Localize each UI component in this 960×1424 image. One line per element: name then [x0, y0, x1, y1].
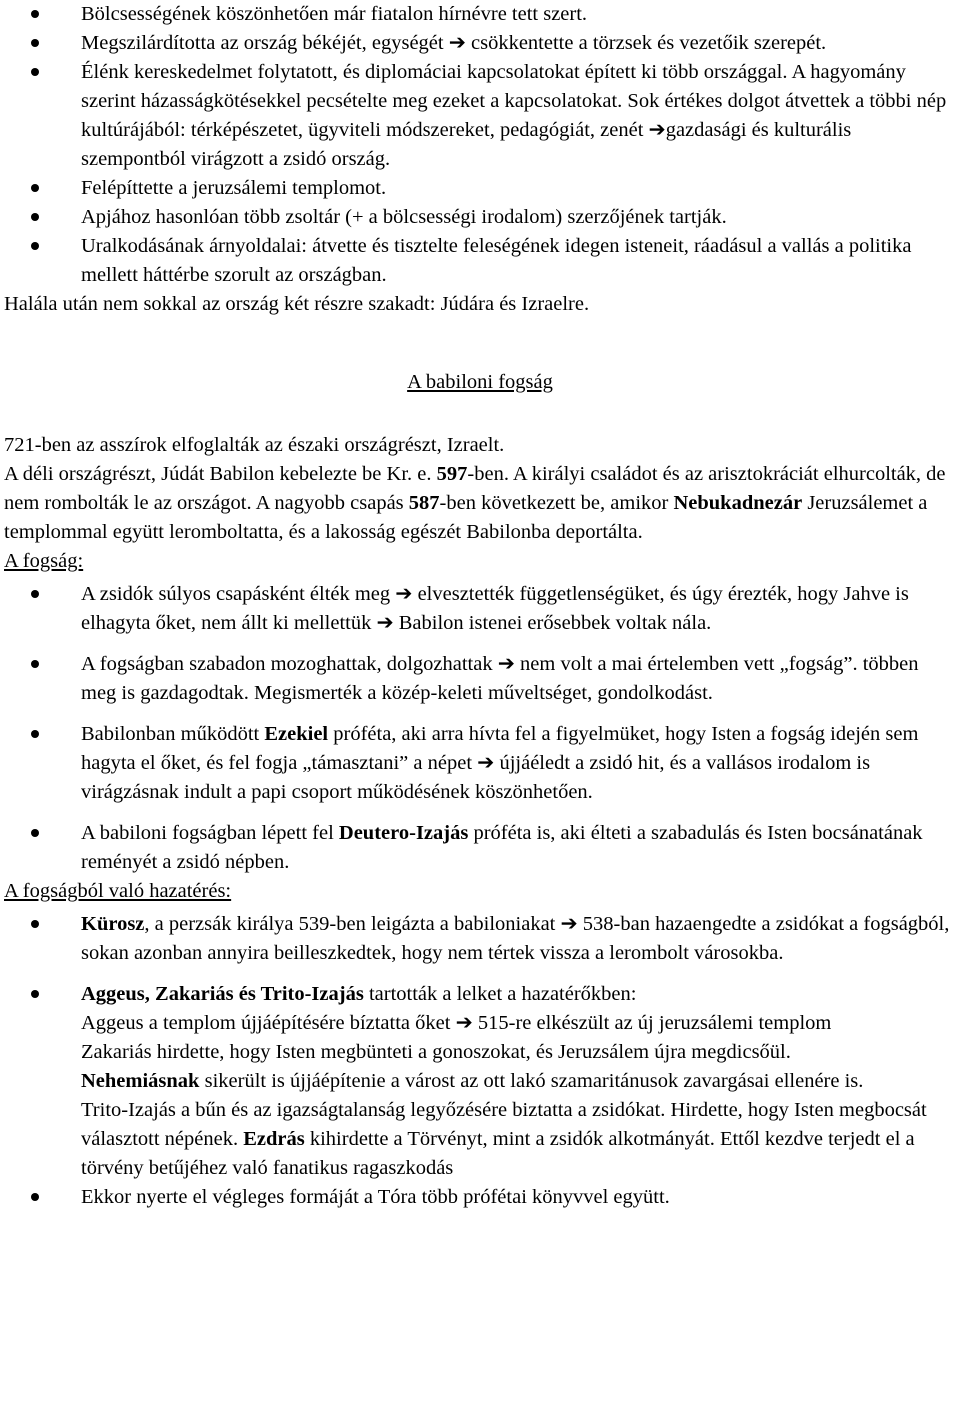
text-run: próféta is, aki élteti a szabadulás és Isten bocsánatának reményét a zsidó népben.	[81, 822, 923, 873]
names-prophets: Aggeus, Zakariás és Trito-Izajás	[81, 983, 364, 1005]
sub-line	[81, 1096, 956, 1183]
sub-line	[81, 1067, 956, 1096]
text-run: -ben. A királyi családot és az arisztokráciát elhurcolták, de nem rombolták le az országot. A nagyobb csapás	[4, 463, 946, 514]
text-run: A babiloni fogságban lépett fel	[81, 822, 339, 844]
intro-paragraph	[4, 460, 956, 547]
list-item: Ekkor nyerte el végleges formáját a Tóra több prófétai könyvvel együtt.	[4, 1183, 956, 1212]
section-title: A babiloni fogság	[407, 371, 553, 393]
text-run: Babilonban működött	[81, 723, 265, 745]
intro-line: 721-ben az asszírok elfoglalták az északi országrészt, Izraelt.	[4, 434, 505, 456]
year-587: 587	[408, 492, 440, 514]
name-ezekiel: Ezekiel	[264, 723, 329, 745]
text-run: , a perzsák királya 539-ben leigázta a babiloniakat ➔ 538-ban hazaengedte a zsidókat a fogságból, sokan azonban annyira beilleszkedtek, hogy nem tértek vissza a lerombolt városokba.	[81, 913, 950, 964]
list-item: Bölcsességének köszönhetően már fiatalon hírnévre tett szert.	[4, 0, 956, 29]
list-item	[4, 720, 956, 807]
return-bullet-list	[4, 906, 956, 1212]
name-nehemias: Nehemiásnak	[81, 1070, 200, 1092]
list-item: Uralkodásának árnyoldalai: átvette és tisztelte feleségének idegen isteneit, ráadásul a vallás a politika mellett háttérbe szorult az országban.	[4, 232, 956, 290]
list-item: A fogságban szabadon mozoghattak, dolgozhattak ➔ nem volt a mai értelemben vett „fogság”. többen meg is gazdagodtak. Megismerték a közép-keleti műveltséget, gondolkodást.	[4, 650, 956, 708]
year-597: 597	[436, 463, 468, 485]
name-deutero-izajas: Deutero-Izajás	[338, 822, 469, 844]
text-run: A déli országrészt, Júdát Babilon kebelezte be Kr. e.	[4, 463, 437, 485]
fogsag-label: A fogság:	[4, 550, 84, 572]
text-run: tartották a lelket a hazatérőkben:	[363, 983, 637, 1005]
list-item	[4, 980, 956, 1183]
list-item: Megszilárdította az ország békéjét, egységét ➔ csökkentette a törzsek és vezetőik szerepét.	[4, 29, 956, 58]
list-item: Felépíttette a jeruzsálemi templomot.	[4, 174, 956, 203]
sub-line: Aggeus a templom újjáépítésére bíztatta őket ➔ 515-re elkészült az új jeruzsálemi templom	[81, 1012, 832, 1034]
text-run: Trito-Izajás a bűn és az igazságtalanság legyőzésére biztatta a zsidókat. Hirdette, hogy Isten megbocsát választott népének.	[81, 1099, 927, 1150]
list-item: Élénk kereskedelmet folytatott, és diplomáciai kapcsolatokat épített ki több országgal. A hagyomány szerint házasságkötésekkel pecsételte meg ezeket a kapcsolatokat. Sok értékes dolgot átvettek a többi nép kultúrájából: térképészetet, ügyviteli módszereket, pedagógiát, zenét ➔gazdasági és kulturális szempontból virágzott a zsidó ország.	[4, 58, 956, 174]
list-item	[4, 910, 956, 968]
sub-line: Zakariás hirdette, hogy Isten megbünteti a gonoszokat, és Jeruzsálem újra megdicsőül.	[81, 1041, 791, 1063]
sub-line	[81, 980, 956, 1009]
list-item: A zsidók súlyos csapásként élték meg ➔ elvesztették függetlenségüket, és úgy érezték, hogy Jahve is elhagyta őket, nem állt ki mellettük ➔ Babilon istenei erősebbek voltak nála.	[4, 580, 956, 638]
fogsag-bullet-list	[4, 576, 956, 877]
top-bullet-list	[4, 0, 956, 290]
text-run: próféta, aki arra hívta fel a figyelmüket, hogy Isten a fogság idején sem hagyta el őket, és fel fogja „támasztani” a népet ➔ újjáéledt a zsidó hit, és a vallásos irodalom is virágzásnak indult a papi csoport működésének köszönhetően.	[81, 723, 919, 803]
text-run: -ben következett be, amikor	[439, 492, 674, 514]
text-run: sikerült is újjáépítenie a várost az ott lakó szamaritánusok zavargásai ellenére is.	[199, 1070, 864, 1092]
name-kurosz: Kürosz	[81, 913, 145, 935]
name-nebukadnezar: Nebukadnezár	[673, 492, 803, 514]
list-item: Apjához hasonlóan több zsoltár (+ a bölcsességi irodalom) szerzőjének tartják.	[4, 203, 956, 232]
text-run: Jeruzsálemet a templommal együtt leromboltatta, és a lakosság egészét Babilonba deportálta.	[4, 492, 928, 543]
name-ezdras: Ezdrás	[243, 1128, 305, 1150]
after-death-paragraph: Halála után nem sokkal az ország két részre szakadt: Júdára és Izraelre.	[4, 293, 590, 315]
return-label: A fogságból való hazatérés:	[4, 880, 232, 902]
list-item	[4, 819, 956, 877]
text-run: kihirdette a Törvényt, mint a zsidók alkotmányát. Ettől kezdve terjedt el a törvény betűjéhez való fanatikus ragaszkodás	[81, 1128, 915, 1179]
